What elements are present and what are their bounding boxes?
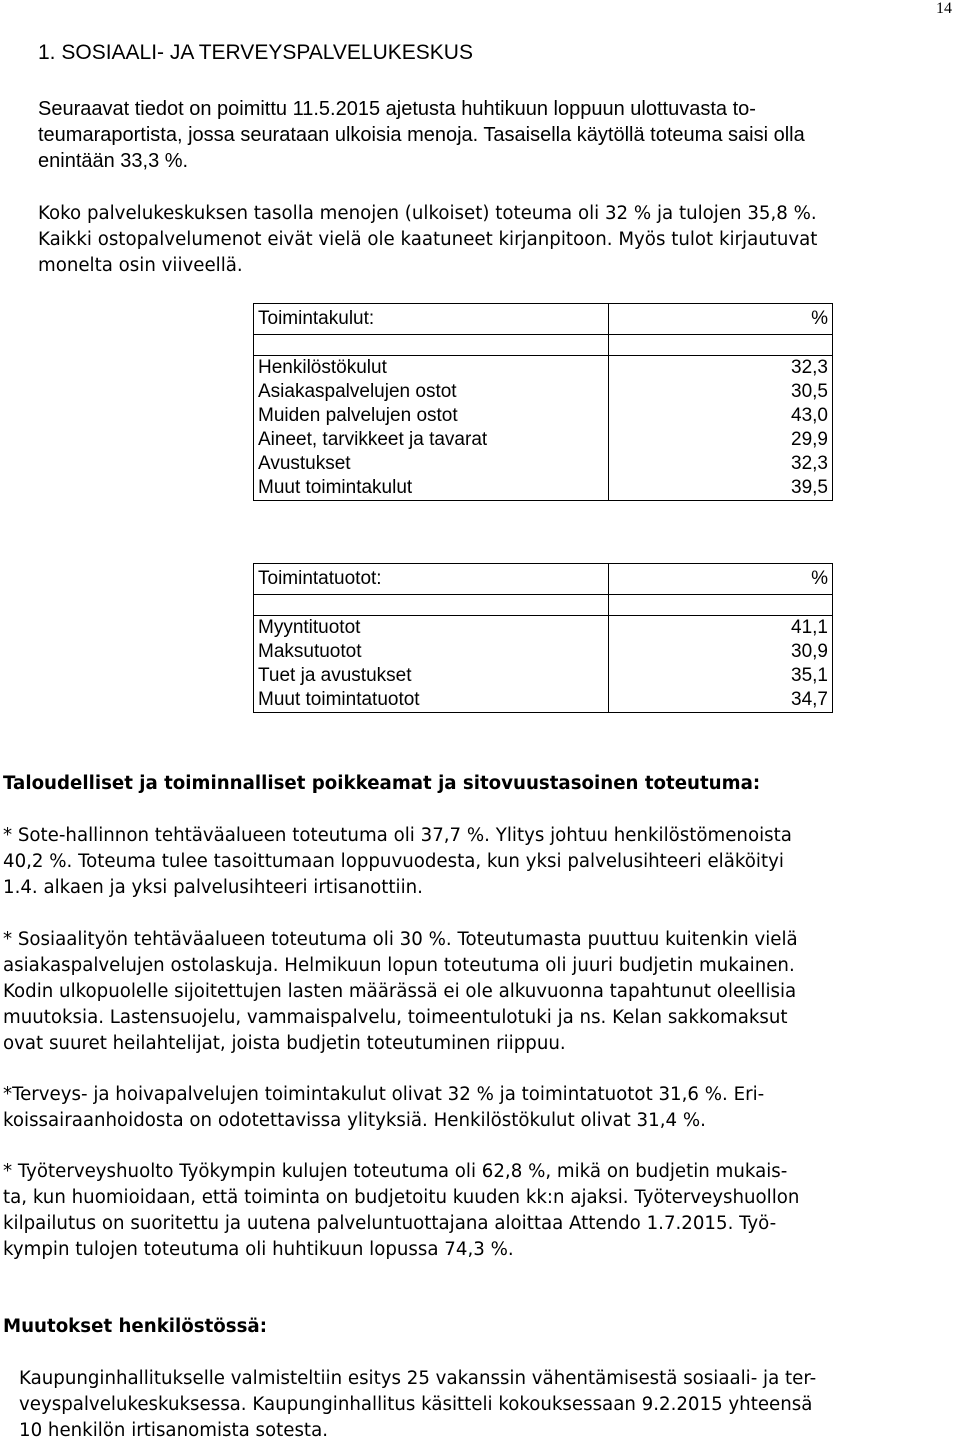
summary-line: monelta osin viiveellä. bbox=[38, 255, 243, 276]
paragraph-line: asiakaspalvelujen ostolaskuja. Helmikuun lopun toteutuma oli juuri budjetin mukainen. bbox=[3, 955, 795, 976]
income-header-label: Toimintatuotot: bbox=[254, 564, 609, 595]
table-row bbox=[254, 664, 833, 688]
summary-paragraph bbox=[38, 201, 960, 279]
row-value: 30,5 bbox=[791, 381, 828, 402]
row-label: Myyntituotot bbox=[254, 616, 609, 641]
paragraph-line: 1.4. alkaen ja yksi palvelusihteeri irtisanottiin. bbox=[3, 877, 423, 898]
page-number: 14 bbox=[936, 0, 952, 17]
intro-line: enintään 33,3 %. bbox=[38, 150, 189, 172]
table-header-row bbox=[254, 304, 833, 335]
paragraph-line: muutoksia. Lastensuojelu, vammaispalvelu, toimeentulotuki ja ns. Kelan sakkomaksut bbox=[3, 1007, 788, 1028]
paragraph-line: 10 henkilön irtisanomista sotesta. bbox=[19, 1420, 328, 1441]
table-row bbox=[254, 452, 833, 476]
income-table bbox=[253, 563, 833, 713]
paragraph-line: kympin tulojen toteutuma oli huhtikuun lopussa 74,3 %. bbox=[3, 1239, 514, 1260]
table-row bbox=[254, 428, 833, 452]
paragraph-line: * Työterveyshuolto Työkympin kulujen toteutuma oli 62,8 %, mikä on budjetin mukais- bbox=[3, 1161, 788, 1182]
deviations-heading: Taloudelliset ja toiminnalliset poikkeamat ja sitovuustasoinen toteutuma: bbox=[3, 773, 761, 794]
paragraph-line: koissairaanhoidosta on odotettavissa ylityksiä. Henkilöstökulut olivat 31,4 %. bbox=[3, 1110, 706, 1131]
table-spacer-row bbox=[254, 335, 833, 356]
expenses-header-label: Toimintakulut: bbox=[254, 304, 609, 335]
table-row bbox=[254, 404, 833, 428]
row-label: Muiden palvelujen ostot bbox=[254, 404, 609, 428]
table-spacer-row bbox=[254, 595, 833, 616]
table-row bbox=[254, 476, 833, 501]
row-value: 29,9 bbox=[791, 429, 828, 450]
table-row bbox=[254, 640, 833, 664]
row-label: Muut toimintakulut bbox=[254, 476, 609, 501]
row-label: Maksutuotot bbox=[254, 640, 609, 664]
expenses-table bbox=[253, 303, 833, 501]
paragraph-line: kilpailutus on suoritettu ja uutena palveluntuottajana aloittaa Attendo 1.7.2015. Työ- bbox=[3, 1213, 777, 1234]
income-header-unit: % bbox=[609, 564, 833, 595]
row-label: Avustukset bbox=[254, 452, 609, 476]
row-value: 41,1 bbox=[791, 617, 828, 638]
row-value: 32,3 bbox=[791, 357, 828, 378]
paragraph-line: Kodin ulkopuolelle sijoitettujen lasten määrässä ei ole alkuvuonna tapahtunut oleellisia bbox=[3, 981, 797, 1002]
table-row bbox=[254, 688, 833, 713]
expenses-header-unit: % bbox=[609, 304, 833, 335]
table-row bbox=[254, 356, 833, 381]
tyoterveys-paragraph bbox=[3, 1159, 953, 1263]
table-header-row bbox=[254, 564, 833, 595]
row-value: 34,7 bbox=[791, 689, 828, 710]
paragraph-line: veyspalvelukeskuksessa. Kaupunginhallitus käsitteli kokouksessaan 9.2.2015 yhteensä bbox=[19, 1394, 813, 1415]
summary-line: Kaikki ostopalvelumenot eivät vielä ole kaatuneet kirjanpitoon. Myös tulot kirjautuvat bbox=[38, 229, 818, 250]
sosiaalityo-paragraph bbox=[3, 927, 953, 1057]
row-label: Aineet, tarvikkeet ja tavarat bbox=[254, 428, 609, 452]
paragraph-line: Kaupunginhallitukselle valmisteltiin esitys 25 vakanssin vähentämisestä sosiaali- ja ter- bbox=[19, 1368, 817, 1389]
row-value: 39,5 bbox=[791, 477, 828, 498]
terveys-paragraph bbox=[3, 1082, 953, 1134]
paragraph-line: *Terveys- ja hoivapalvelujen toimintakulut olivat 32 % ja toimintatuotot 31,6 %. Eri- bbox=[3, 1084, 765, 1105]
paragraph-line: * Sote-hallinnon tehtäväalueen toteutuma oli 37,7 %. Ylitys johtuu henkilöstömenoista bbox=[3, 825, 792, 846]
intro-paragraph bbox=[38, 96, 938, 174]
row-label: Tuet ja avustukset bbox=[254, 664, 609, 688]
row-label: Muut toimintatuotot bbox=[254, 688, 609, 713]
row-value: 43,0 bbox=[791, 405, 828, 426]
intro-line: Seuraavat tiedot on poimittu 11.5.2015 ajetusta huhtikuun loppuun ulottuvasta to- bbox=[38, 98, 756, 120]
row-label: Asiakaspalvelujen ostot bbox=[254, 380, 609, 404]
staff-heading: Muutokset henkilöstössä: bbox=[3, 1316, 267, 1337]
sote-paragraph bbox=[3, 823, 953, 901]
paragraph-line: ta, kun huomioidaan, että toiminta on budjetoitu kuuden kk:n ajaksi. Työterveyshuollon bbox=[3, 1187, 800, 1208]
row-value: 35,1 bbox=[791, 665, 828, 686]
table-row bbox=[254, 616, 833, 641]
table-row bbox=[254, 380, 833, 404]
paragraph-line: ovat suuret heilahtelijat, joista budjetin toteutuminen riippuu. bbox=[3, 1033, 566, 1054]
intro-line: teumaraportista, jossa seurataan ulkoisia menoja. Tasaisella käytöllä toteuma saisi olla bbox=[38, 124, 805, 146]
row-label: Henkilöstökulut bbox=[254, 356, 609, 381]
row-value: 32,3 bbox=[791, 453, 828, 474]
paragraph-line: 40,2 %. Toteuma tulee tasoittumaan loppuvuodesta, kun yksi palvelusihteeri eläköityi bbox=[3, 851, 784, 872]
paragraph-line: * Sosiaalityön tehtäväalueen toteutuma oli 30 %. Toteutumasta puuttuu kuitenkin vielä bbox=[3, 929, 798, 950]
summary-line: Koko palvelukeskuksen tasolla menojen (ulkoiset) toteuma oli 32 % ja tulojen 35,8 %. bbox=[38, 203, 817, 224]
row-value: 30,9 bbox=[791, 641, 828, 662]
staff-paragraph bbox=[19, 1366, 954, 1444]
section-heading: 1. SOSIAALI- JA TERVEYSPALVELUKESKUS bbox=[38, 41, 473, 64]
